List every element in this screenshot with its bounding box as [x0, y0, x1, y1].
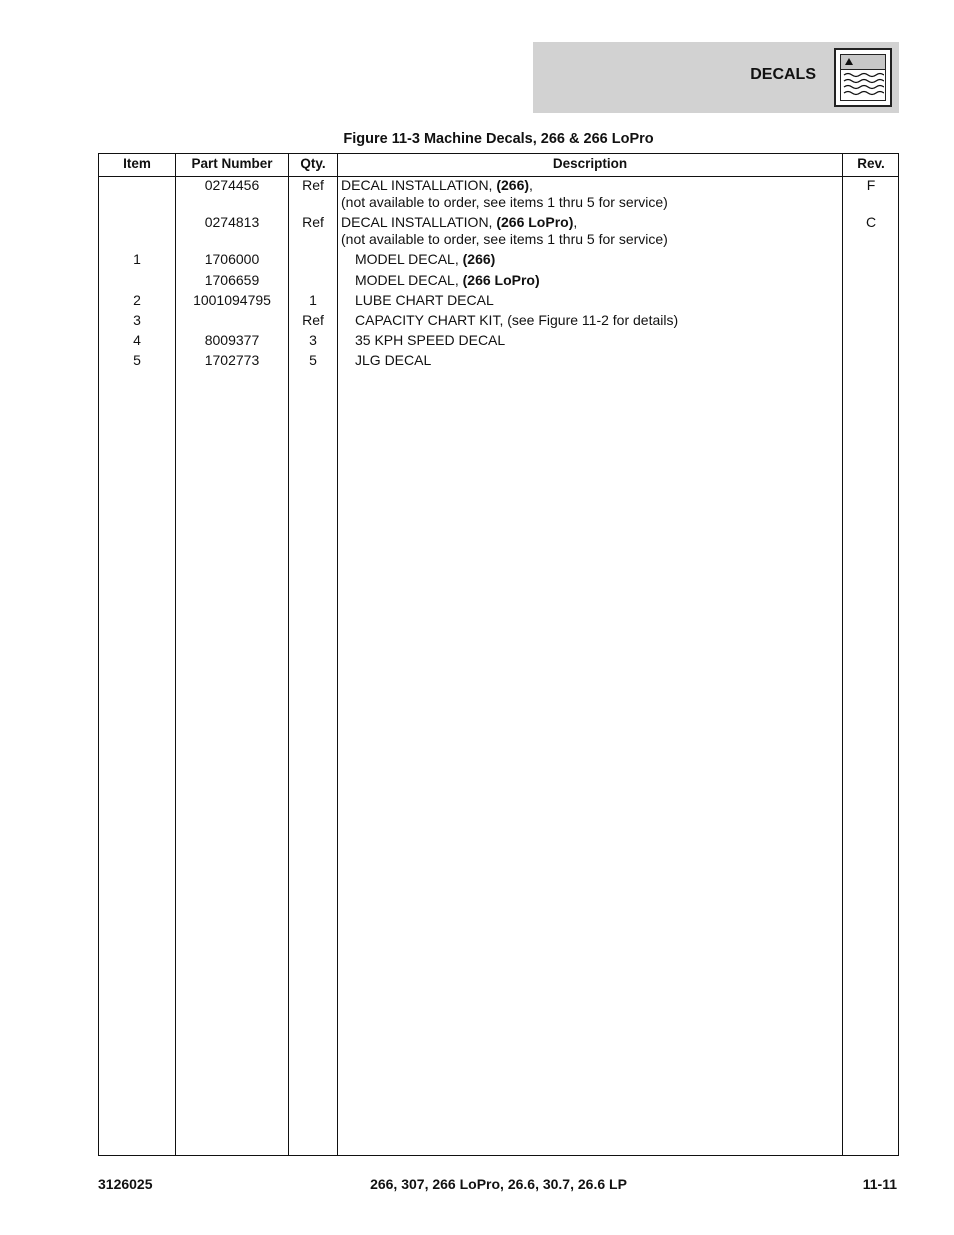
rev: F [866, 177, 876, 193]
description: MODEL DECAL, (266) [355, 251, 496, 267]
header-rev: Rev. [857, 156, 885, 171]
table-row [99, 352, 898, 372]
qty: 5 [309, 352, 317, 368]
qty: Ref [302, 312, 324, 328]
description: JLG DECAL [355, 352, 432, 368]
header-qty: Qty. [300, 156, 326, 171]
item-number: 2 [133, 292, 141, 308]
part-number: 8009377 [204, 332, 260, 348]
part-number: 1702773 [204, 352, 260, 368]
part-number: 0274813 [204, 214, 260, 230]
table-row [99, 292, 898, 312]
table-row [99, 214, 898, 252]
description: DECAL INSTALLATION, (266), [341, 177, 533, 193]
description-note: (not available to order, see items 1 thru 5 for service) [341, 194, 668, 210]
part-number: 1706659 [204, 272, 260, 288]
section-title: DECALS [750, 66, 816, 83]
qty: 3 [309, 332, 317, 348]
description: LUBE CHART DECAL [355, 292, 494, 308]
table-row [99, 272, 898, 292]
section-header [533, 42, 899, 113]
decal-sheet-icon [834, 48, 892, 107]
header-item: Item [123, 156, 151, 171]
part-number: 1706000 [204, 251, 260, 267]
item-number: 4 [133, 332, 141, 348]
description: DECAL INSTALLATION, (266 LoPro), [341, 214, 578, 230]
part-number: 1001094795 [193, 292, 271, 308]
description: MODEL DECAL, (266 LoPro) [355, 272, 540, 288]
qty: 1 [309, 292, 317, 308]
table-row [99, 177, 898, 215]
rev: C [865, 214, 877, 230]
item-number: 3 [133, 312, 141, 328]
header-description: Description [552, 156, 628, 171]
item-number: 5 [133, 352, 141, 368]
model-list: 266, 307, 266 LoPro, 26.6, 30.7, 26.6 LP [370, 1176, 627, 1192]
parts-table [98, 153, 899, 1156]
header-part-number: Part Number [191, 156, 273, 171]
table-row [99, 312, 898, 332]
table-row [99, 332, 898, 352]
qty: Ref [302, 177, 324, 193]
part-number: 0274456 [204, 177, 260, 193]
table-row [99, 251, 898, 271]
qty: Ref [302, 214, 324, 230]
document-number: 3126025 [98, 1176, 153, 1192]
figure-title: Figure 11-3 Machine Decals, 266 & 266 LoPro [343, 131, 654, 147]
description: 35 KPH SPEED DECAL [355, 332, 506, 348]
description-note: (not available to order, see items 1 thru 5 for service) [341, 231, 668, 247]
item-number: 1 [133, 251, 141, 267]
page-number: 11-11 [862, 1176, 897, 1192]
description: CAPACITY CHART KIT, (see Figure 11-2 for details) [355, 312, 679, 328]
